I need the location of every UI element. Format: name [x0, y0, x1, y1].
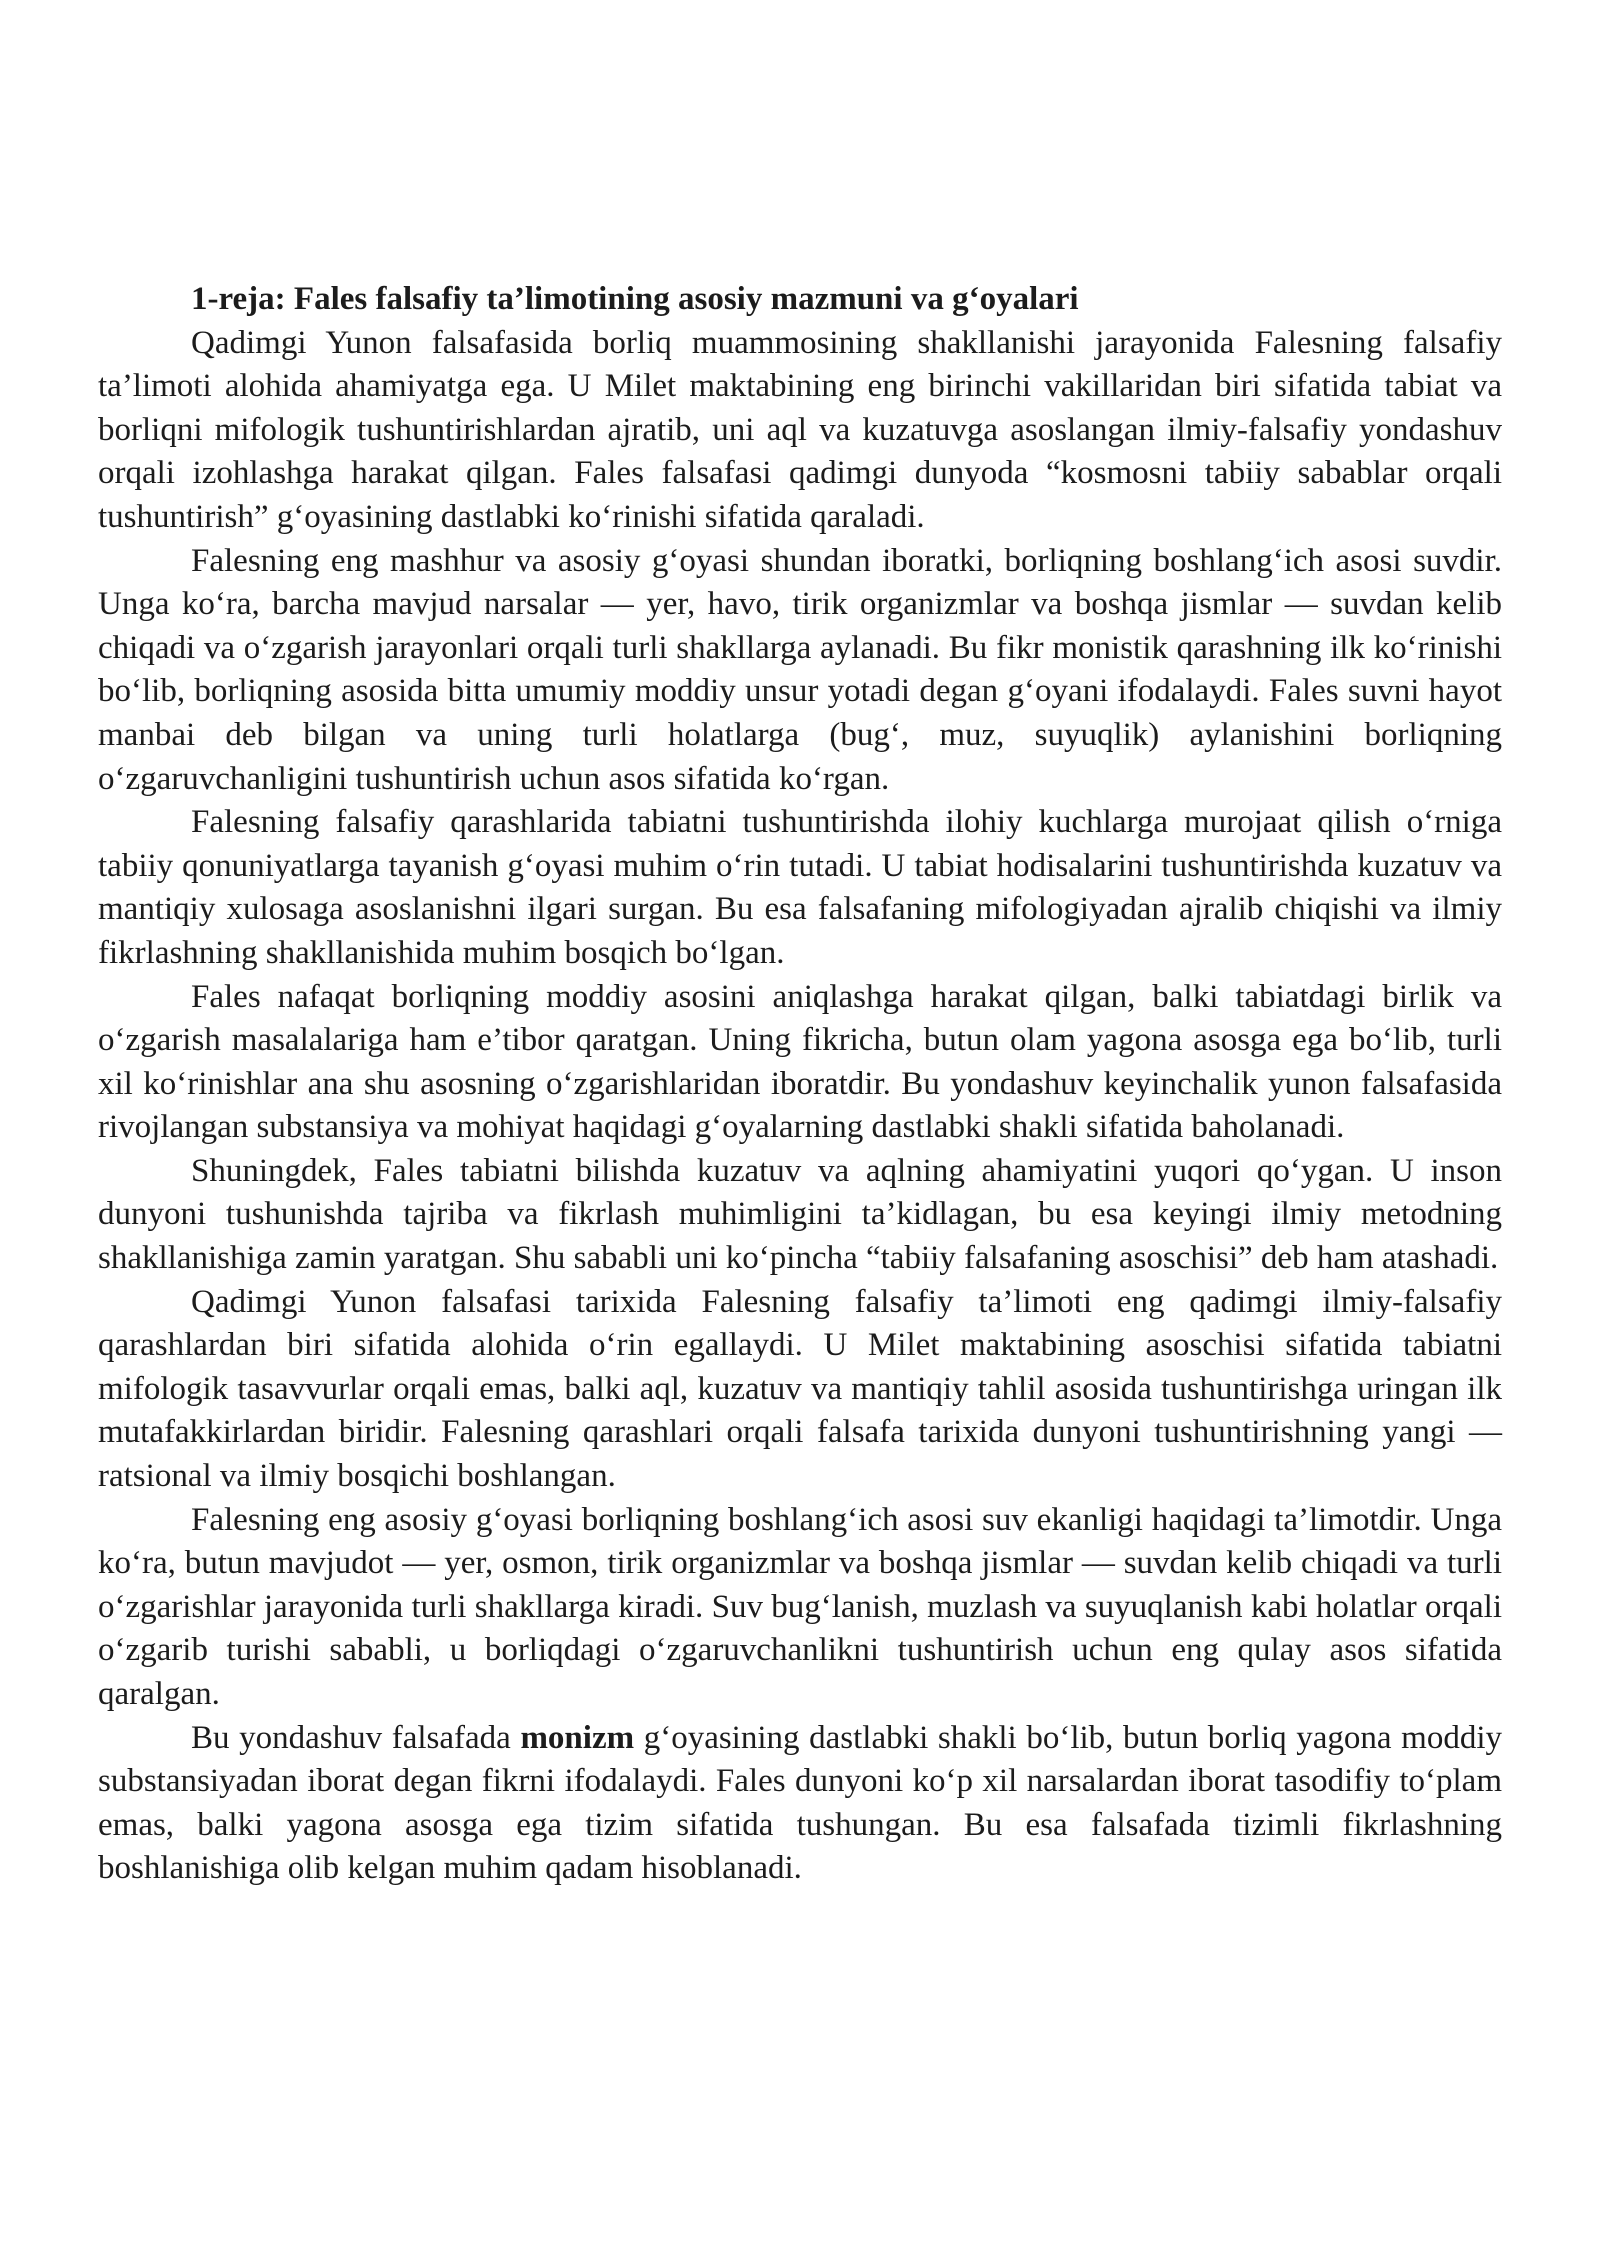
document-page	[98, 278, 1502, 1891]
paragraph: Shuningdek, Fales tabiatni bilishda kuzatuv va aqlning ahamiyatini yuqori qo‘ygan. U inson dunyoni tushunishda tajriba va fikrlash muhimligini ta’kidlagan, bu esa keyingi ilmiy metodning shakllanishiga zamin yaratgan. Shu sababli uni ko‘pincha “tabiiy falsafaning asoschisi” deb ham atashadi.	[98, 1152, 1502, 1277]
paragraph-text-before: Bu yondashuv falsafada	[191, 1719, 521, 1756]
bold-term: monizm	[520, 1719, 635, 1756]
paragraph: Falesning eng asosiy g‘oyasi borliqning boshlang‘ich asosi suv ekanligi haqidagi ta’limotdir. Unga ko‘ra, butun mavjudot — yer, osmon, tirik organizmlar va boshqa jismlar — suvdan kelib chiqadi va turli o‘zgarishlar jarayonida turli shakllarga kiradi. Suv bug‘lanish, muzlash va suyuqlanish kabi holatlar orqali o‘zgarib turishi sababli, u borliqdagi o‘zgaruvchanlikni tushuntirish uchun eng qulay asos sifatida qaralgan.	[98, 1501, 1502, 1712]
paragraph-text-after: g‘oyasining dastlabki shakli bo‘lib, butun borliq yagona moddiy substansiyadan iborat degan fikrni ifodalaydi. Fales dunyoni ko‘p xil narsalardan iborat tasodifiy to‘plam emas, balki yagona asosga ega tizim sifatida tushungan. Bu esa falsafada tizimli fikrlashning boshlanishiga olib kelgan muhim qadam hisoblanadi.	[98, 1719, 1502, 1887]
section-heading: 1-reja: Fales falsafiy ta’limotining asosiy mazmuni va g‘oyalari	[191, 281, 1079, 317]
paragraph: Qadimgi Yunon falsafasi tarixida Falesning falsafiy ta’limoti eng qadimgi ilmiy-falsafiy qarashlardan biri sifatida alohida o‘rin egallaydi. U Milet maktabining asoschisi sifatida tabiatni mifologik tasavvurlar orqali emas, balki aql, kuzatuv va mantiqiy tahlil asosida tushuntirishga uringan ilk mutafakkirlardan biridir. Falesning qarashlari orqali falsafa tarixida dunyoni tushuntirishning yangi — ratsional va ilmiy bosqichi boshlangan.	[98, 1283, 1502, 1495]
paragraph: Qadimgi Yunon falsafasida borliq muammosining shakllanishi jarayonida Falesning falsafiy ta’limoti alohida ahamiyatga ega. U Milet maktabining eng birinchi vakillaridan biri sifatida tabiat va borliqni mifologik tushuntirishlardan ajratib, uni aql va kuzatuvga asoslangan ilmiy-falsafiy yondashuv orqali izohlashga harakat qilgan. Fales falsafasi qadimgi dunyoda “kosmosni tabiiy sabablar orqali tushuntirish” g‘oyasining dastlabki ko‘rinishi sifatida qaraladi.	[98, 324, 1502, 535]
paragraph: Fales nafaqat borliqning moddiy asosini aniqlashga harakat qilgan, balki tabiatdagi birlik va o‘zgarish masalalariga ham e’tibor qaratgan. Uning fikricha, butun olam yagona asosga ega bo‘lib, turli xil ko‘rinishlar ana shu asosning o‘zgarishlaridan iboratdir. Bu yondashuv keyinchalik yunon falsafasida rivojlangan substansiya va mohiyat haqidagi g‘oyalarning dastlabki shakli sifatida baholanadi.	[98, 978, 1502, 1146]
paragraph: Falesning eng mashhur va asosiy g‘oyasi shundan iboratki, borliqning boshlang‘ich asosi suvdir. Unga ko‘ra, barcha mavjud narsalar — yer, havo, tirik organizmlar va boshqa jismlar — suvdan kelib chiqadi va o‘zgarish jarayonlari orqali turli shakllarga aylanadi. Bu fikr monistik qarashning ilk ko‘rinishi bo‘lib, borliqning asosida bitta umumiy moddiy unsur yotadi degan g‘oyani ifodalaydi. Fales suvni hayot manbai deb bilgan va uning turli holatlarga (bug‘, muz, suyuqlik) aylanishini borliqning o‘zgaruvchanligini tushuntirish uchun asos sifatida ko‘rgan.	[98, 542, 1502, 797]
paragraph-last	[98, 1717, 1502, 1891]
paragraph: Falesning falsafiy qarashlarida tabiatni tushuntirishda ilohiy kuchlarga murojaat qilish o‘rniga tabiiy qonuniyatlarga tayanish g‘oyasi muhim o‘rin tutadi. U tabiat hodisalarini tushuntirishda kuzatuv va mantiqiy xulosaga asoslanishni ilgari surgan. Bu esa falsafaning mifologiyadan ajralib chiqishi va ilmiy fikrlashning shakllanishida muhim bosqich bo‘lgan.	[98, 804, 1502, 971]
